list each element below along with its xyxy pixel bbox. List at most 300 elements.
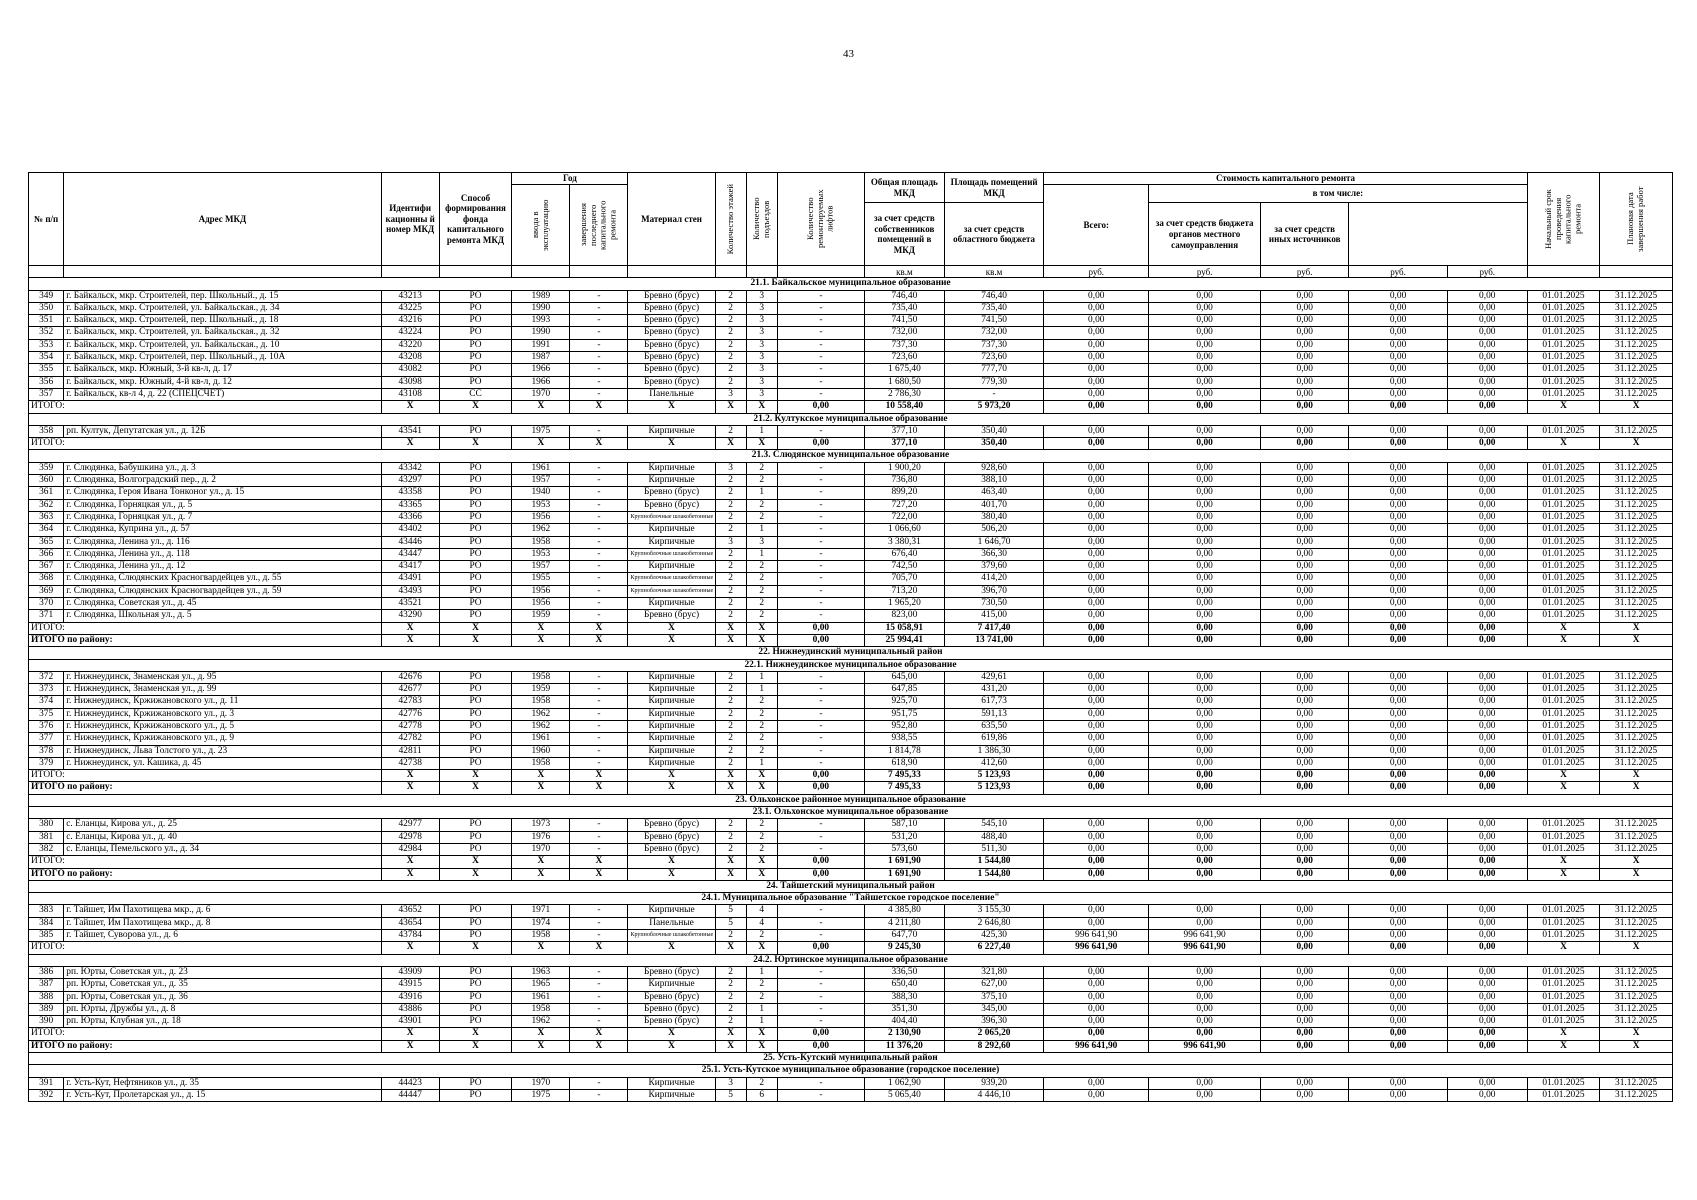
cell: Кирпичные	[628, 475, 715, 487]
cell: 0,00	[1349, 733, 1448, 745]
cell: 0,00	[1149, 425, 1261, 437]
cell: 0,00	[1149, 966, 1261, 978]
cell: 742,50	[864, 561, 944, 573]
cell: -	[570, 819, 628, 831]
cell: 0,00	[1149, 376, 1261, 388]
cell: 01.01.2025	[1527, 671, 1600, 683]
cell: 1 066,60	[864, 524, 944, 536]
cell: 0,00	[1044, 573, 1149, 585]
cell: 705,70	[864, 573, 944, 585]
header-address: Адрес МКД	[64, 173, 381, 266]
cell: 1962	[512, 1016, 570, 1028]
table-row	[29, 475, 1673, 487]
cell: 506,20	[944, 524, 1044, 536]
cell: г. Тайшет, Им Пахотищева мкр., д. 8	[64, 917, 381, 929]
cell: 619,86	[944, 733, 1044, 745]
cell: 0,00	[1447, 991, 1527, 1003]
cell: 25 994,41	[864, 634, 944, 646]
cell: 0,00	[1261, 302, 1349, 314]
cell: X	[381, 770, 439, 782]
cell: 0,00	[1149, 561, 1261, 573]
table-row	[29, 388, 1673, 400]
cell: -	[570, 561, 628, 573]
cell: 0,00	[1447, 868, 1527, 880]
cell: 0,00	[1349, 598, 1448, 610]
cell: 0,00	[1261, 561, 1349, 573]
cell: 0,00	[1349, 438, 1448, 450]
cell: 1989	[512, 290, 570, 302]
cell: 0,00	[1149, 905, 1261, 917]
cell: 43342	[381, 462, 439, 474]
cell: 2	[715, 1016, 746, 1028]
cell: 0,00	[1261, 1089, 1349, 1101]
cell: 358	[29, 425, 64, 437]
cell: X	[1527, 401, 1600, 413]
unit-regional: руб.	[1261, 266, 1349, 278]
cell: 2	[746, 610, 777, 622]
cell: 0,00	[1261, 942, 1349, 954]
cell: 3	[746, 376, 777, 388]
cell: РО	[439, 966, 512, 978]
cell: 0,00	[1447, 561, 1527, 573]
cell: 0,00	[1044, 315, 1149, 327]
cell: 0,00	[1349, 831, 1448, 843]
cell: -	[777, 966, 864, 978]
cell: X	[381, 856, 439, 868]
cell: г. Байкальск, мкр. Южный, 3-й кв-л, д. 17	[64, 364, 381, 376]
cell: 0,00	[1447, 745, 1527, 757]
cell: г. Нижнеудинск, ул. Кашика, д. 45	[64, 757, 381, 769]
table-row	[29, 757, 1673, 769]
subtotal-row	[29, 856, 1673, 868]
cell: 2	[715, 745, 746, 757]
cell: X	[570, 622, 628, 634]
cell: г. Слюдянка, Ленина ул., д. 118	[64, 548, 381, 560]
cell: 0,00	[1349, 622, 1448, 634]
cell: 0,00	[1447, 487, 1527, 499]
cell: 01.01.2025	[1527, 745, 1600, 757]
cell: г. Слюдянка, Советская ул., д. 45	[64, 598, 381, 610]
cell: 3	[746, 388, 777, 400]
cell: 1987	[512, 352, 570, 364]
cell: РО	[439, 585, 512, 597]
cell: 429,61	[944, 671, 1044, 683]
cell: 01.01.2025	[1527, 487, 1600, 499]
cell: г. Слюдянка, Героя Ивана Тонконог ул., д. 15	[64, 487, 381, 499]
table-row	[29, 1003, 1673, 1015]
cell: 10 558,40	[864, 401, 944, 413]
cell: 1990	[512, 302, 570, 314]
header-year-commission: ввода в эксплуатацию	[530, 199, 550, 252]
section-heading-row	[29, 659, 1673, 671]
table-row	[29, 720, 1673, 732]
cell: 531,20	[864, 831, 944, 843]
cell: 1 675,40	[864, 364, 944, 376]
cell: -	[570, 696, 628, 708]
cell: РО	[439, 917, 512, 929]
cell: -	[777, 524, 864, 536]
cell: г. Байкальск, мкр. Южный, 4-й кв-л, д. 12	[64, 376, 381, 388]
cell: 2	[715, 315, 746, 327]
cell: X	[715, 634, 746, 646]
cell: 43290	[381, 610, 439, 622]
table-row	[29, 425, 1673, 437]
cell: 0,00	[1349, 1016, 1448, 1028]
cell: 1	[746, 548, 777, 560]
header-year: Год	[512, 173, 628, 185]
cell: 0,00	[1044, 487, 1149, 499]
unit-total: руб.	[1044, 266, 1149, 278]
cell: 0,00	[1149, 684, 1261, 696]
cell: Крупноблочные шлакобетонные	[628, 548, 715, 560]
cell: 0,00	[1349, 401, 1448, 413]
cell: 0,00	[1044, 905, 1149, 917]
cell: -	[570, 1003, 628, 1015]
cell: 1953	[512, 548, 570, 560]
cell: рп. Култук, Депутатская ул., д. 12Б	[64, 425, 381, 437]
cell: X	[439, 634, 512, 646]
cell: 43216	[381, 315, 439, 327]
cell: X	[1600, 438, 1673, 450]
cell: 01.01.2025	[1527, 905, 1600, 917]
cell: 6	[746, 1089, 777, 1101]
cell: -	[777, 462, 864, 474]
cell: 0,00	[1261, 757, 1349, 769]
cell: -	[570, 1016, 628, 1028]
cell: 31.12.2025	[1600, 1016, 1673, 1028]
cell: 2	[715, 327, 746, 339]
cell: 01.01.2025	[1527, 979, 1600, 991]
cell: -	[570, 425, 628, 437]
cell: 0,00	[1149, 856, 1261, 868]
cell: X	[439, 942, 512, 954]
cell: 31.12.2025	[1600, 339, 1673, 351]
cell: 6 227,40	[944, 942, 1044, 954]
cell: 0,00	[1261, 425, 1349, 437]
cell: 01.01.2025	[1527, 536, 1600, 548]
table-row	[29, 979, 1673, 991]
cell: -	[570, 364, 628, 376]
cell: 377	[29, 733, 64, 745]
cell: 387	[29, 979, 64, 991]
cell: 01.01.2025	[1527, 708, 1600, 720]
cell: 1 965,20	[864, 598, 944, 610]
cell: -	[570, 536, 628, 548]
cell: 382	[29, 843, 64, 855]
cell: 0,00	[1044, 733, 1149, 745]
cell: -	[777, 315, 864, 327]
section-title: 23.1. Ольхонское муниципальное образование	[29, 807, 1673, 819]
cell: -	[777, 561, 864, 573]
cell: 647,85	[864, 684, 944, 696]
cell: рп. Юрты, Советская ул., д. 36	[64, 991, 381, 1003]
cell: 31.12.2025	[1600, 905, 1673, 917]
cell: -	[777, 1003, 864, 1015]
cell: 388,10	[944, 475, 1044, 487]
cell: 01.01.2025	[1527, 696, 1600, 708]
cell: 380,40	[944, 511, 1044, 523]
cell: 01.01.2025	[1527, 548, 1600, 560]
cell: -	[570, 475, 628, 487]
cell: 2	[715, 671, 746, 683]
cell: 2	[746, 462, 777, 474]
cell: 2	[746, 561, 777, 573]
cell: 0,00	[1349, 290, 1448, 302]
cell: 2	[715, 511, 746, 523]
cell: 617,73	[944, 696, 1044, 708]
cell: 1991	[512, 339, 570, 351]
subtotal-row	[29, 438, 1673, 450]
cell: РО	[439, 339, 512, 351]
cell: 0,00	[1349, 425, 1448, 437]
cell: -	[570, 511, 628, 523]
cell: 0,00	[1261, 843, 1349, 855]
cell: 0,00	[1149, 302, 1261, 314]
unit-local: руб.	[1349, 266, 1448, 278]
cell: 1958	[512, 1003, 570, 1015]
total-label: ИТОГО:	[29, 770, 382, 782]
cell: 779,30	[944, 376, 1044, 388]
cell: 0,00	[1261, 1028, 1349, 1040]
cell: Бревно (брус)	[628, 339, 715, 351]
cell: 43886	[381, 1003, 439, 1015]
unit-other: руб.	[1447, 266, 1527, 278]
cell: 1961	[512, 991, 570, 1003]
cell: 0,00	[1349, 757, 1448, 769]
cell: X	[628, 622, 715, 634]
cell: 0,00	[1149, 327, 1261, 339]
cell: 43220	[381, 339, 439, 351]
cell: 0,00	[1447, 966, 1527, 978]
cell: 3	[746, 364, 777, 376]
cell: 0,00	[1349, 708, 1448, 720]
cell: 1971	[512, 905, 570, 917]
cell: 3	[715, 462, 746, 474]
cell: -	[570, 610, 628, 622]
cell: 0,00	[1447, 327, 1527, 339]
cell: -	[777, 905, 864, 917]
table-row	[29, 671, 1673, 683]
cell: 7 495,33	[864, 770, 944, 782]
cell: 31.12.2025	[1600, 598, 1673, 610]
cell: 0,00	[1261, 634, 1349, 646]
cell: 1	[746, 487, 777, 499]
cell: 627,00	[944, 979, 1044, 991]
cell: 31.12.2025	[1600, 917, 1673, 929]
cell: 42782	[381, 733, 439, 745]
cell: 0,00	[1447, 315, 1527, 327]
cell: 0,00	[1447, 475, 1527, 487]
cell: 379	[29, 757, 64, 769]
cell: 0,00	[1447, 536, 1527, 548]
total-label: ИТОГО:	[29, 401, 382, 413]
cell: X	[439, 1028, 512, 1040]
cell: 0,00	[1349, 905, 1448, 917]
cell: 01.01.2025	[1527, 720, 1600, 732]
cell: 0,00	[1261, 376, 1349, 388]
cell: 31.12.2025	[1600, 352, 1673, 364]
cell: 0,00	[1149, 1028, 1261, 1040]
cell: 0,00	[1044, 1003, 1149, 1015]
cell: 1959	[512, 684, 570, 696]
cell: 0,00	[1149, 720, 1261, 732]
cell: 0,00	[1149, 573, 1261, 585]
cell: 01.01.2025	[1527, 843, 1600, 855]
cell: г. Слюдянка, Горняцкая ул., д. 5	[64, 499, 381, 511]
cell: 0,00	[1149, 475, 1261, 487]
cell: 1956	[512, 511, 570, 523]
cell: X	[381, 438, 439, 450]
cell: 0,00	[1447, 843, 1527, 855]
cell: 0,00	[1261, 745, 1349, 757]
cell: 2	[746, 585, 777, 597]
header-material: Материал стен	[628, 173, 715, 266]
district-total-row	[29, 868, 1673, 880]
cell: 377,10	[864, 425, 944, 437]
cell: 635,50	[944, 720, 1044, 732]
cell: РО	[439, 610, 512, 622]
cell: Бревно (брус)	[628, 487, 715, 499]
cell: 0,00	[1447, 917, 1527, 929]
cell: 31.12.2025	[1600, 573, 1673, 585]
cell: 0,00	[1149, 315, 1261, 327]
cell: -	[777, 684, 864, 696]
cell: 939,20	[944, 1077, 1044, 1089]
cell: 2	[746, 573, 777, 585]
cell: г. Нижнеудинск, Кржижановского ул., д. 5	[64, 720, 381, 732]
cell: 01.01.2025	[1527, 339, 1600, 351]
cell: -	[777, 302, 864, 314]
cell: 43358	[381, 487, 439, 499]
cell: 4 385,80	[864, 905, 944, 917]
cell: 2	[715, 573, 746, 585]
cell: 2	[715, 548, 746, 560]
cell: 01.01.2025	[1527, 733, 1600, 745]
table-body	[29, 278, 1673, 1102]
cell: 0,00	[1349, 462, 1448, 474]
cell: 31.12.2025	[1600, 671, 1673, 683]
cell: -	[777, 1016, 864, 1028]
cell: 0,00	[1447, 819, 1527, 831]
cell: 0,00	[1349, 782, 1448, 794]
cell: 43493	[381, 585, 439, 597]
cell: 01.01.2025	[1527, 1016, 1600, 1028]
cell: 4	[746, 917, 777, 929]
cell: 925,70	[864, 696, 944, 708]
cell: 0,00	[1349, 475, 1448, 487]
cell: г. Слюдянка, Ленина ул., д. 12	[64, 561, 381, 573]
cell: X	[746, 770, 777, 782]
cell: 0,00	[1261, 290, 1349, 302]
cell: 412,60	[944, 757, 1044, 769]
table-row	[29, 684, 1673, 696]
cell: 2	[746, 819, 777, 831]
cell: 1957	[512, 475, 570, 487]
cell: РО	[439, 708, 512, 720]
cell: РО	[439, 364, 512, 376]
cell: 31.12.2025	[1600, 991, 1673, 1003]
cell: 0,00	[1349, 548, 1448, 560]
cell: 0,00	[1149, 548, 1261, 560]
cell: 01.01.2025	[1527, 524, 1600, 536]
cell: 0,00	[1044, 438, 1149, 450]
cell: 0,00	[777, 622, 864, 634]
cell: РО	[439, 991, 512, 1003]
cell: 0,00	[1349, 1077, 1448, 1089]
cell: 723,60	[944, 352, 1044, 364]
cell: 42778	[381, 720, 439, 732]
cell: X	[439, 770, 512, 782]
cell: с. Еланцы, Кирова ул., д. 40	[64, 831, 381, 843]
cell: г. Тайшет, Суворова ул., д. 6	[64, 930, 381, 942]
cell: X	[628, 770, 715, 782]
cell: X	[746, 622, 777, 634]
cell: 369	[29, 585, 64, 597]
cell: 1 691,90	[864, 868, 944, 880]
table-row	[29, 708, 1673, 720]
table-row	[29, 598, 1673, 610]
header-premises-area: Площадь помещений МКД	[944, 173, 1044, 203]
cell: 01.01.2025	[1527, 315, 1600, 327]
cell: 0,00	[1261, 511, 1349, 523]
cell: Бревно (брус)	[628, 499, 715, 511]
cell: 0,00	[1149, 782, 1261, 794]
cell: X	[439, 622, 512, 634]
cell: 0,00	[1349, 352, 1448, 364]
section-heading-row	[29, 807, 1673, 819]
cell: Кирпичные	[628, 1089, 715, 1101]
header-entrances: Количество подъездов	[750, 197, 771, 241]
cell: -	[777, 708, 864, 720]
cell: 361	[29, 487, 64, 499]
cell: 0,00	[1044, 1016, 1149, 1028]
subtotal-row	[29, 1028, 1673, 1040]
cell: X	[1527, 438, 1600, 450]
cell: 996 641,90	[1044, 930, 1149, 942]
cell: 431,20	[944, 684, 1044, 696]
table-row	[29, 831, 1673, 843]
cell: 0,00	[1261, 770, 1349, 782]
cell: 0,00	[1349, 1040, 1448, 1052]
cell: 390	[29, 1016, 64, 1028]
cell: -	[777, 757, 864, 769]
cell: РО	[439, 720, 512, 732]
units-row	[29, 266, 1673, 278]
header-method: Способ формирования фонда капитального ремонта МКД	[439, 173, 512, 266]
cell: X	[1527, 634, 1600, 646]
cell: 43652	[381, 905, 439, 917]
cell: 31.12.2025	[1600, 1003, 1673, 1015]
cell: X	[715, 782, 746, 794]
cell: 732,00	[944, 327, 1044, 339]
cell: 1 062,90	[864, 1077, 944, 1089]
cell: РО	[439, 819, 512, 831]
cell: 0,00	[1349, 487, 1448, 499]
cell: 0,00	[1149, 610, 1261, 622]
cell: 0,00	[1149, 598, 1261, 610]
cell: 996 641,90	[1149, 930, 1261, 942]
cell: X	[1527, 856, 1600, 868]
cell: X	[746, 782, 777, 794]
cell: -	[777, 720, 864, 732]
cell: Кирпичные	[628, 561, 715, 573]
cell: 0,00	[1447, 942, 1527, 954]
cell: 31.12.2025	[1600, 376, 1673, 388]
cell: 0,00	[1447, 1089, 1527, 1101]
cell: 0,00	[1149, 462, 1261, 474]
cell: 01.01.2025	[1527, 831, 1600, 843]
cell: РО	[439, 831, 512, 843]
